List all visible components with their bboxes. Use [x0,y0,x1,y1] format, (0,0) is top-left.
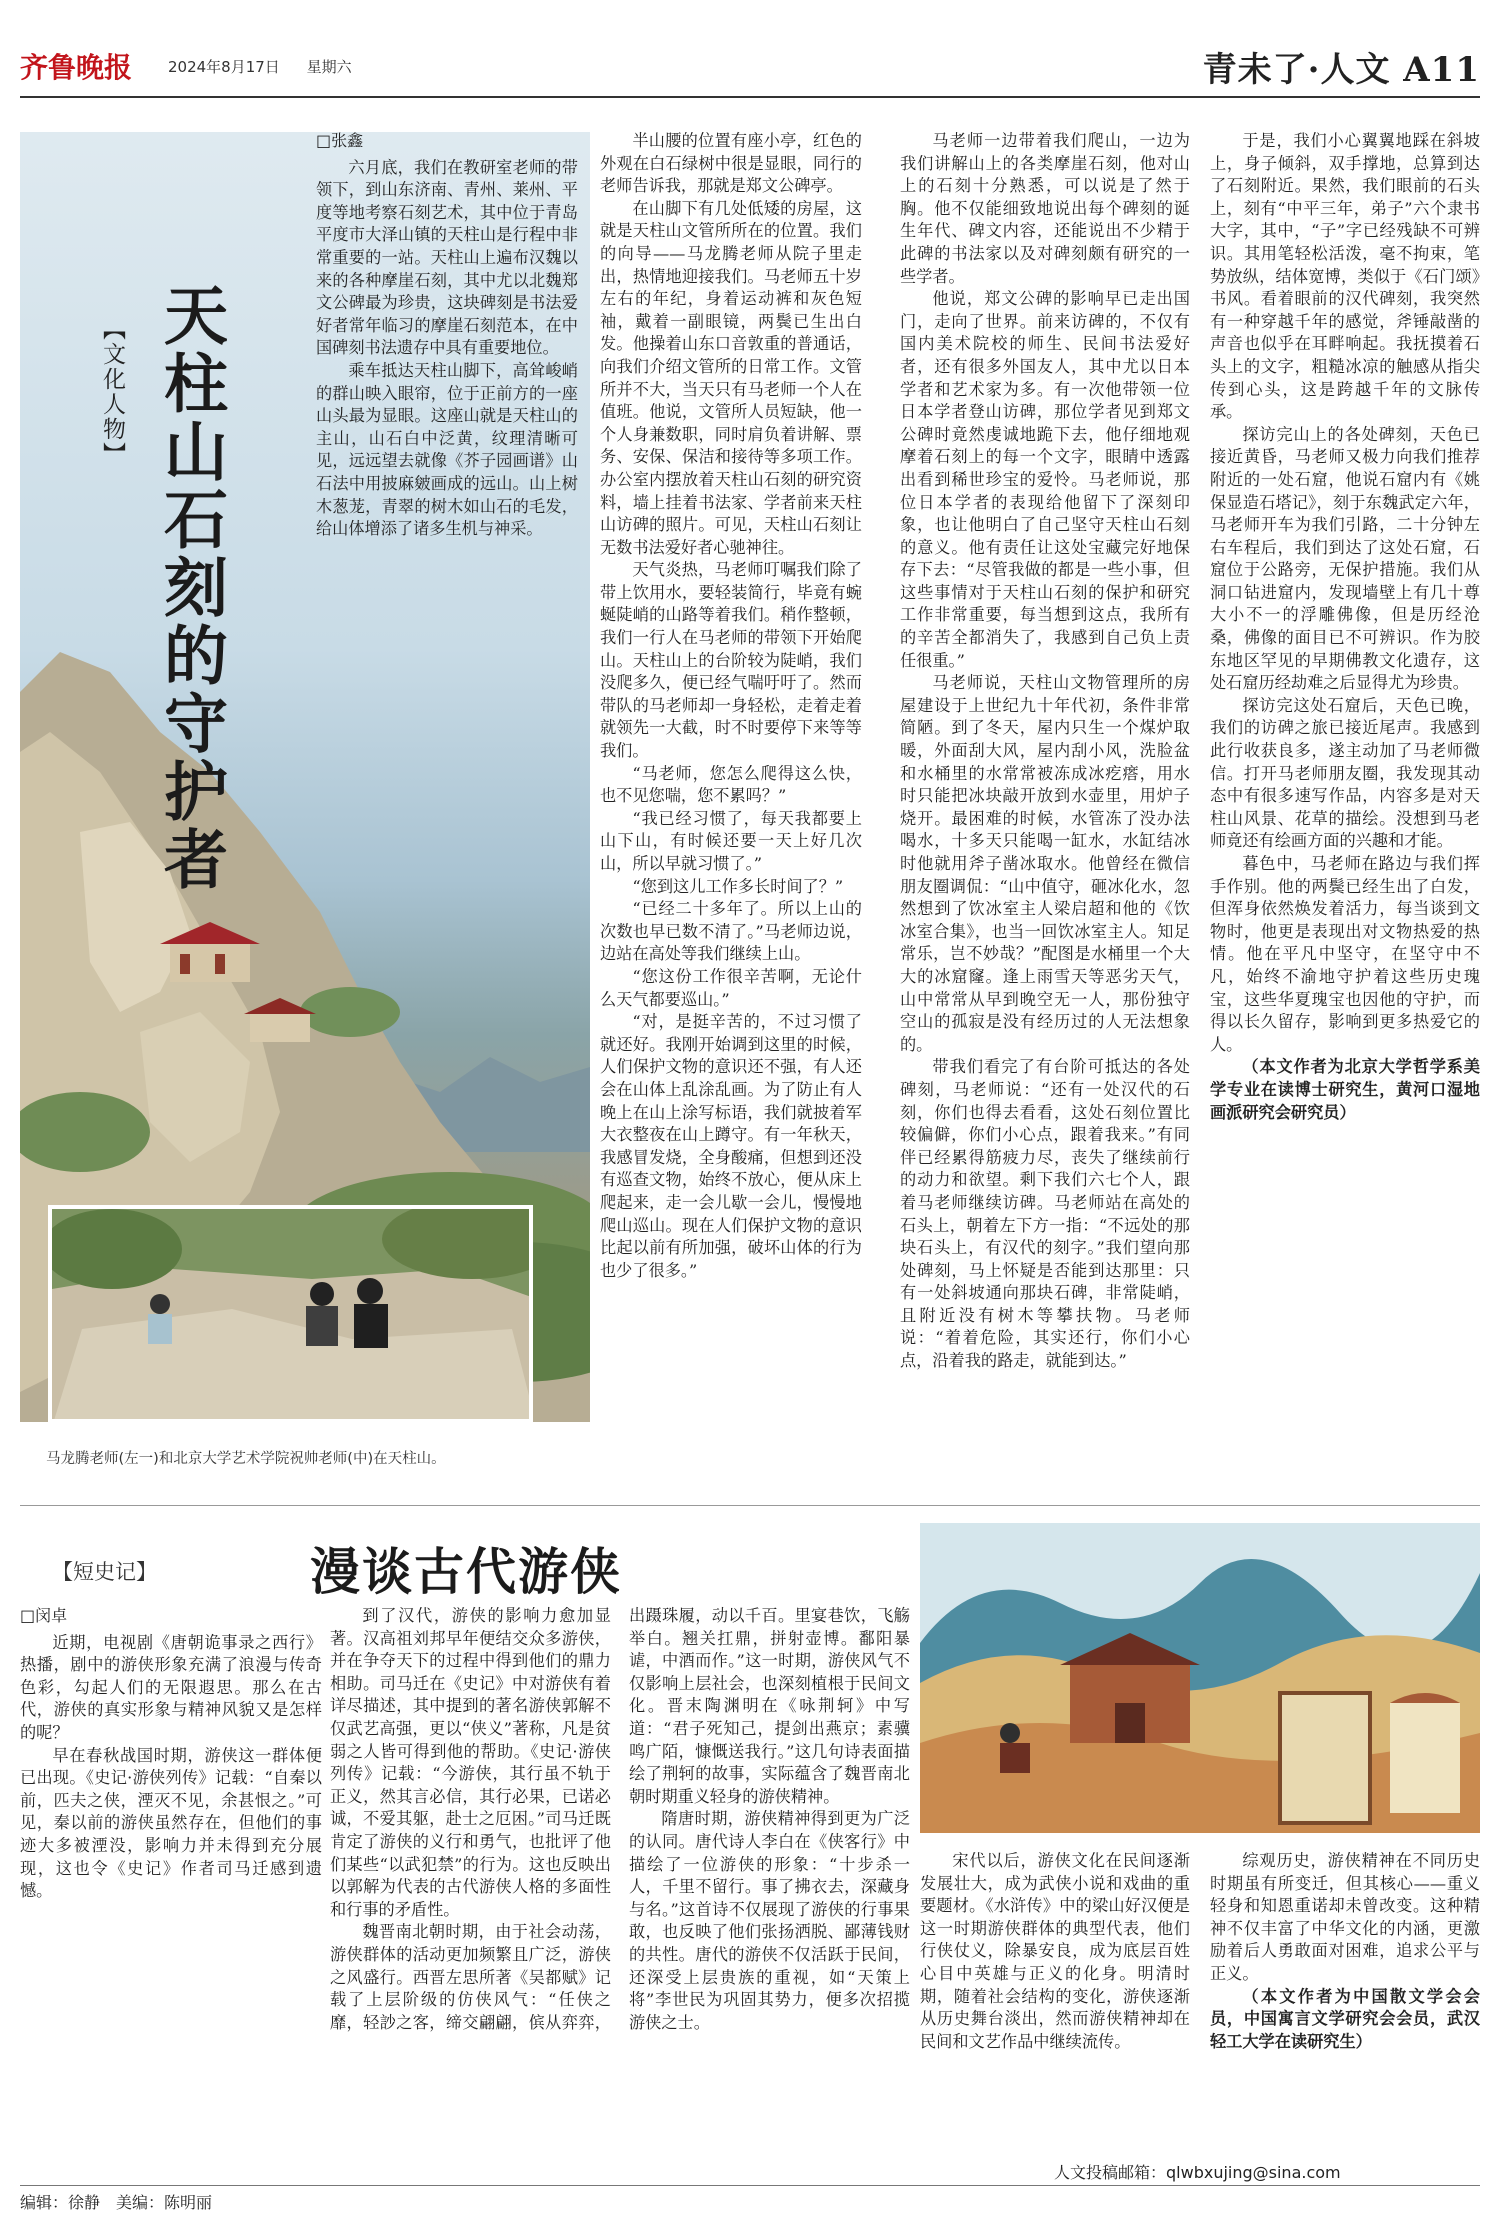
article1-paragraph: 在山脚下有几处低矮的房屋，这就是天柱山文管所所在的位置。我们的向导——马龙腾老师从院子里走出，热情地迎接我们。马老师五十岁左右的年纪，身着运动裤和灰色短袖，戴着一副眼镜，两鬓已生出白发。他操着山东口音敦重的普通话，向我们介绍文管所的日常工作。文管所并不大，当天只有马老师一个人在值班。他说，文管所人员短缺，他一个人身兼数职，同时肩负着讲解、票务、安保、保洁和接待等多项工作。办公室内摆放着天柱山石刻的研究资料，墙上挂着书法家、学者前来天柱山访碑的照片。可见，天柱山石刻让无数书法爱好者心驰神往。 [600,198,862,557]
article1-paragraph: “我已经习惯了，每天我都要上山下山，有时候还要一天上好几次山，所以早就习惯了。” [600,808,862,873]
issue-date: 2024年8月17日 [168,58,280,76]
editor-credits: 编辑：徐静 美编：陈明丽 [20,2193,213,2212]
door-panel-icon [1280,1693,1370,1823]
article2-paragraph: 宋代以后，游侠文化在民间逐渐发展壮大，成为武侠小说和戏曲的重要题材。《水浒传》中的梁山好汉便是这一时期游侠群体的典型代表，他们行侠仗义，除暴安良，成为底层百姓心目中英雄与正义的化身。明清时期，随着社会结构的变化，游侠逐渐从历史舞台淡出，然而游侠精神却在民间和文艺作品中继续流传。 [920,1851,1190,2051]
article1-paragraph: 于是，我们小心翼翼地踩在斜坡上，身子倾斜，双手撑地，总算到达了石刻附近。果然，我们眼前的石头上，刻有“中平三年，弟子”六个隶书大字，其中，“子”字已经残缺不可辨识。其用笔轻松活泼，毫不拘束，笔势放纵，结体宽博，类似于《石门颂》书风。看着眼前的汉代碑刻，我突然有一种穿越千年的感觉，斧锤敲凿的声音也似乎在耳畔响起。我抚摸着石头上的文字，粗糙冰凉的触感从指尖传到心头，这是跨越千年的文脉传承。 [1210,131,1480,422]
painting-illustration [920,1523,1480,1833]
article1-paragraph: 马老师说，天柱山文物管理所的房屋建设于上世纪九十年代初，条件非常简陋。到了冬天，屋内只生一个煤炉取暖，外面刮大风，屋内刮小风，洗脸盆和水桶里的水常常被冻成冰疙瘩，用水时只能把冰块敲开放到水壶里，用炉子烧开。最困难的时候，水管冻了没办法喝水，十多天只能喝一缸水，水缸结冰时他就用斧子凿冰取水。他曾经在微信朋友圈调侃：“山中值守，砸冰化水，忽然想到了饮冰室主人梁启超和他的《饮冰室合集》，也当一回饮冰室主人。知足常乐，岂不妙哉？”配图是水桶里一个大大的冰窟窿。逢上雨雪天等恶劣天气，山中常常从早到晚空无一人，那份独守空山的孤寂是没有经历过的人无法想象的。 [900,673,1190,1054]
article1-column-2 [600,130,862,1490]
article2-paragraph: 综观历史，游侠精神在不同历史时期虽有所变迁，但其核心——重义轻身和知恩重诺却未曾改变。这种精神不仅丰富了中华文化的内涵，更激励着后人勇敢面对困难，追求公平与正义。 [1210,1851,1480,1983]
article2-author-note: （本文作者为中国散文学会会员，中国寓言文学研究会会员，武汉轻工大学在读研究生） [1210,1986,1480,2051]
article1-column-1 [316,130,578,541]
article1-paragraph: “马老师，您怎么爬得这么快，也不见您喘，您不累吗？” [600,763,862,806]
banner-icon [1390,1693,1460,1813]
article1-paragraph: 暮色中，马老师在路边与我们挥手作别。他的两鬓已经生出了白发，但浑身依然焕发着活力，每当谈到文物时，他更是表现出对文物热爱的热情。他在平凡中坚守，在坚守中不凡，始终不渝地守护着这些历史瑰宝，这些华夏瑰宝也因他的守护，而得以长久留存，影响到更多热爱它的人。 [1210,854,1480,1054]
article2-column-4-5 [920,1850,1480,2150]
illustration-ancient-city [920,1523,1480,1833]
article1-paragraph: 探访完这处石窟后，天色已晚，我们的访碑之旅已接近尾声。我感到此行收获良多，遂主动加了马老师微信。打开马老师朋友圈，我发现其动态中有很多速写作品，内容多是对天柱山风景、花草的描绘。没想到马老师竟还有绘画方面的兴趣和才能。 [1210,695,1480,851]
article1-paragraph: 六月底，我们在教研室老师的带领下，到山东济南、青州、莱州、平度等地考察石刻艺术，其中位于青岛平度市大泽山镇的天柱山是行程中非常重要的一站。天柱山上遍布汉魏以来的各种摩崖石刻，其中尤以北魏郑文公碑最为珍贵，这块碑刻是书法爱好者常年临习的摩崖石刻范本，在中国碑刻书法遗存中具有重要地位。 [316,157,578,358]
article1-paragraph: 天气炎热，马老师叮嘱我们除了带上饮用水，要轻装简行，毕竟有蜿蜒陡峭的山路等着我们。稍作整顿，我们一行人在马老师的带领下开始爬山。天柱山上的台阶较为陡峭，我们没爬多久，便已经气喘吁吁了。然而带队的马老师却一身轻松，走着走着就领先一大截，时不时要停下来等等我们。 [600,560,862,761]
article2-paragraph: 早在春秋战国时期，游侠这一群体便已出现。《史记·游侠列传》记载：“自秦以前，匹夫之侠，湮灭不见，余甚恨之。”可见，秦以前的游侠虽然存在，但他们的事迹大多被湮没，影响力并未得到充分展现，这也令《史记》作者司马迁感到遗憾。 [20,1745,322,1901]
inset-photo-hikers [48,1205,533,1423]
person-middle-icon [306,1282,338,1346]
article2-paragraph: 近期，电视剧《唐朝诡事录之西行》热播，剧中的游侠形象充满了浪漫与传奇色彩，勾起人们的无限遐思。那么在古代，游侠的真实形象与精神风貌又是怎样的呢？ [20,1632,322,1742]
article-title: 天柱山石刻的守护者 [153,282,228,894]
person-left-icon [148,1294,172,1344]
article2-author: □闵卓 [20,1606,68,1625]
header-rule [20,96,1480,98]
issue-meta [168,56,374,77]
article1-paragraph: “对，是挺辛苦的，不过习惯了就还好。我刚开始调到这里的时候，人们保护文物的意识还不强，有人还会在山体上乱涂乱画。为了防止有人晚上在山上涂写标语，我们就披着军大衣整夜在山上蹲守。有一年秋天，我感冒发烧，全身酸痛，但想到还没有巡查文物，始终不放心，便从床上爬起来，走一会儿歇一会儿，慢慢地爬山巡山。现在人们保护文物的意识比起以前有所加强，破坏山体的行为也少了很多。” [600,1012,862,1280]
article-tag: 【文化人物】 [99,317,125,467]
submission-email: 人文投稿邮箱：qlwbxujing@sina.com [1054,2163,1341,2182]
article1-author-note: （本文作者为北京大学哲学系美学专业在读博士研究生，黄河口湿地画派研究会研究员） [1210,1057,1480,1122]
article1-paragraph: “您这份工作很辛苦啊，无论什么天气都要巡山。” [600,966,862,1009]
section-divider [20,1505,1480,1506]
newspaper-name: 齐鲁晚报 [20,51,133,84]
section-title: 青未了·人文 A11 [1202,50,1480,90]
article2-tag: 【短史记】 [52,1560,157,1584]
article1-paragraph: 他说，郑文公碑的影响早已走出国门，走向了世界。前来访碑的，不仅有国内美术院校的师生、民间书法爱好者，还有很多外国友人，其中尤以日本学者和艺术家为多。有一次他带领一位日本学者登山访碑，那位学者见到郑文公碑时竟然虔诚地跪下去，他仔细地观摩着石刻上的每一个文字，眼睛中透露出看到稀世珍宝的爱怜。马老师说，那位日本学者的表现给他留下了深刻印象，也让他明白了自己坚守天柱山石刻的意义。他有责任让这处宝藏完好地保存下去：“尽管我做的都是一些小事，但这些事情对于天柱山石刻的保护和研究工作非常重要，每当想到这点，我所有的辛苦全都消失了，我感到自己负上责任很重。” [900,289,1190,670]
article2-column-1 [20,1605,322,1903]
article1-paragraph: 带我们看完了有台阶可抵达的各处碑刻，马老师说：“还有一处汉代的石刻，你们也得去看看，这处石刻位置比较偏僻，你们小心点，跟着我来。”有同伴已经累得筋疲力尽，丧失了继续前行的动力和欲望。剩下我们六七个人，跟着马老师继续访碑。马老师站在高处的石头上，朝着左下方一指：“不远处的那块石头上，有汉代的刻字。”我们望向那处碑刻，马上怀疑是否能到达那里：只有一处斜坡通向那块石碑，非常陡峭，且附近没有树木等攀扶物。马老师说：“着着危险，其实还行，你们小心点，沿着我的路走，就能到达。” [900,1057,1190,1371]
article1-paragraph: 马老师一边带着我们爬山，一边为我们讲解山上的各类摩崖石刻，他对山上的石刻十分熟悉，可以说是了然于胸。他不仅能细致地说出每个碑刻的诞生年代、碑文内容，还能说出不少精于此碑的书法家以及对碑刻颇有研究的一些学者。 [900,131,1190,286]
article1-column-4 [1210,130,1480,1490]
article1-paragraph: 探访完山上的各处碑刻，天色已接近黄昏，马老师又极力向我们推荐附近的一处石窟，他说石窟内有《姚保显造石塔记》，刻于东魏武定六年，马老师开车为我们引路，二十分钟左右车程后，我们到达了这处石窟，石窟位于公路旁，无保护措施。我们从洞口钻进窟内，发现墙壁上有几十尊大小不一的浮雕佛像，但是历经沧桑，佛像的面目已不可辨识。作为胶东地区罕见的早期佛教文化遗存，这处石窟历经劫难之后显得尤为珍贵。 [1210,424,1480,693]
article1-paragraph: 半山腰的位置有座小亭，红色的外观在白石绿树中很是显眼，同行的老师告诉我，那就是郑文公碑亭。 [600,131,862,196]
article2-paragraph: 魏晋南北朝时期，由于社会动荡，游侠群体的活动更加频繁且广泛，游侠之风盛行。西晋左思所著《吴都赋》记载了上层阶级的仿侠风气：“任侠之靡，轻訬之客，缔交翩翩，傧从弈弈，出蹑珠履，动以千百。里宴巷饮，飞觞举白。翘关扛鼎，拼射壶博。鄱阳暴谑，中酒而作。”这一时期，游侠风气不仅影响上层社会，也深刻植根于民间文化。晋末陶渊明在《咏荆轲》中写道：“君子死知己，提剑出燕京；素骥鸣广陌，慷慨送我行。”这几句诗表面描绘了荆轲的故事，实际蕴含了魏晋南北朝时期重义轻身的游侠精神。 [330,1606,910,2032]
article2-title: 漫谈古代游侠 [310,1542,622,1601]
article2-paragraph: 到了汉代，游侠的影响力愈加显著。汉高祖刘邦早年便结交众多游侠，并在争夺天下的过程中得到他们的鼎力相助。司马迁在《史记》中对游侠有着详尽描述，其中提到的著名游侠郭解不仅武艺高强，更以“侠义”著称，凡是贫弱之人皆可得到他的帮助。《史记·游侠列传》记载：“今游侠，其行虽不轨于正义，然其言必信，其行必果，已诺必诚，不爱其躯，赴士之厄困。”司马迁既肯定了游侠的义行和勇气，也批评了他们某些“以武犯禁”的行为。这也反映出以郭解为代表的古代游侠人格的多面性和行事的矛盾性。 [330,1606,611,1919]
article1-paragraph: 乘车抵达天柱山脚下，高耸峻峭的群山映入眼帘，位于正前方的一座山头最为显眼。这座山就是天柱山的主山，山石白中泛黄，纹理清晰可见，远远望去就像《芥子园画谱》山石法中用披麻皴画成的远山。山上树木葱茏，青翠的树木如山石的毛发，给山体增添了诸多生机与神采。 [316,360,578,539]
article2-column-2-3 [330,1605,910,2165]
article1-author: □张鑫 [316,131,364,150]
article1-column-3 [900,130,1190,1490]
article1-paragraph: “已经二十多年了。所以上山的次数也早已数不清了。”马老师边说，边站在高处等我们继续上山。 [600,899,862,964]
photo-caption: 马龙腾老师(左一)和北京大学艺术学院祝帅老师(中)在天柱山。 [46,1451,446,1467]
footer-rule [20,2185,1480,2186]
article1-paragraph: “您到这儿工作多长时间了？” [632,876,844,896]
article2-paragraph: 隋唐时期，游侠精神得到更为广泛的认同。唐代诗人李白在《侠客行》中描绘了一位游侠的形象：“十步杀一人，千里不留行。事了拂衣去，深藏身与名。”这首诗不仅展现了游侠的行事果敢，也反映了他们张扬洒脱、鄙薄钱财的共性。唐代的游侠不仅活跃于民间，还深受上层贵族的重视，如“天策上将”李世民为巩固其势力，便多次招揽游侠之士。 [629,1809,910,2032]
hikers-illustration [52,1209,533,1423]
issue-weekday: 星期六 [306,58,352,76]
